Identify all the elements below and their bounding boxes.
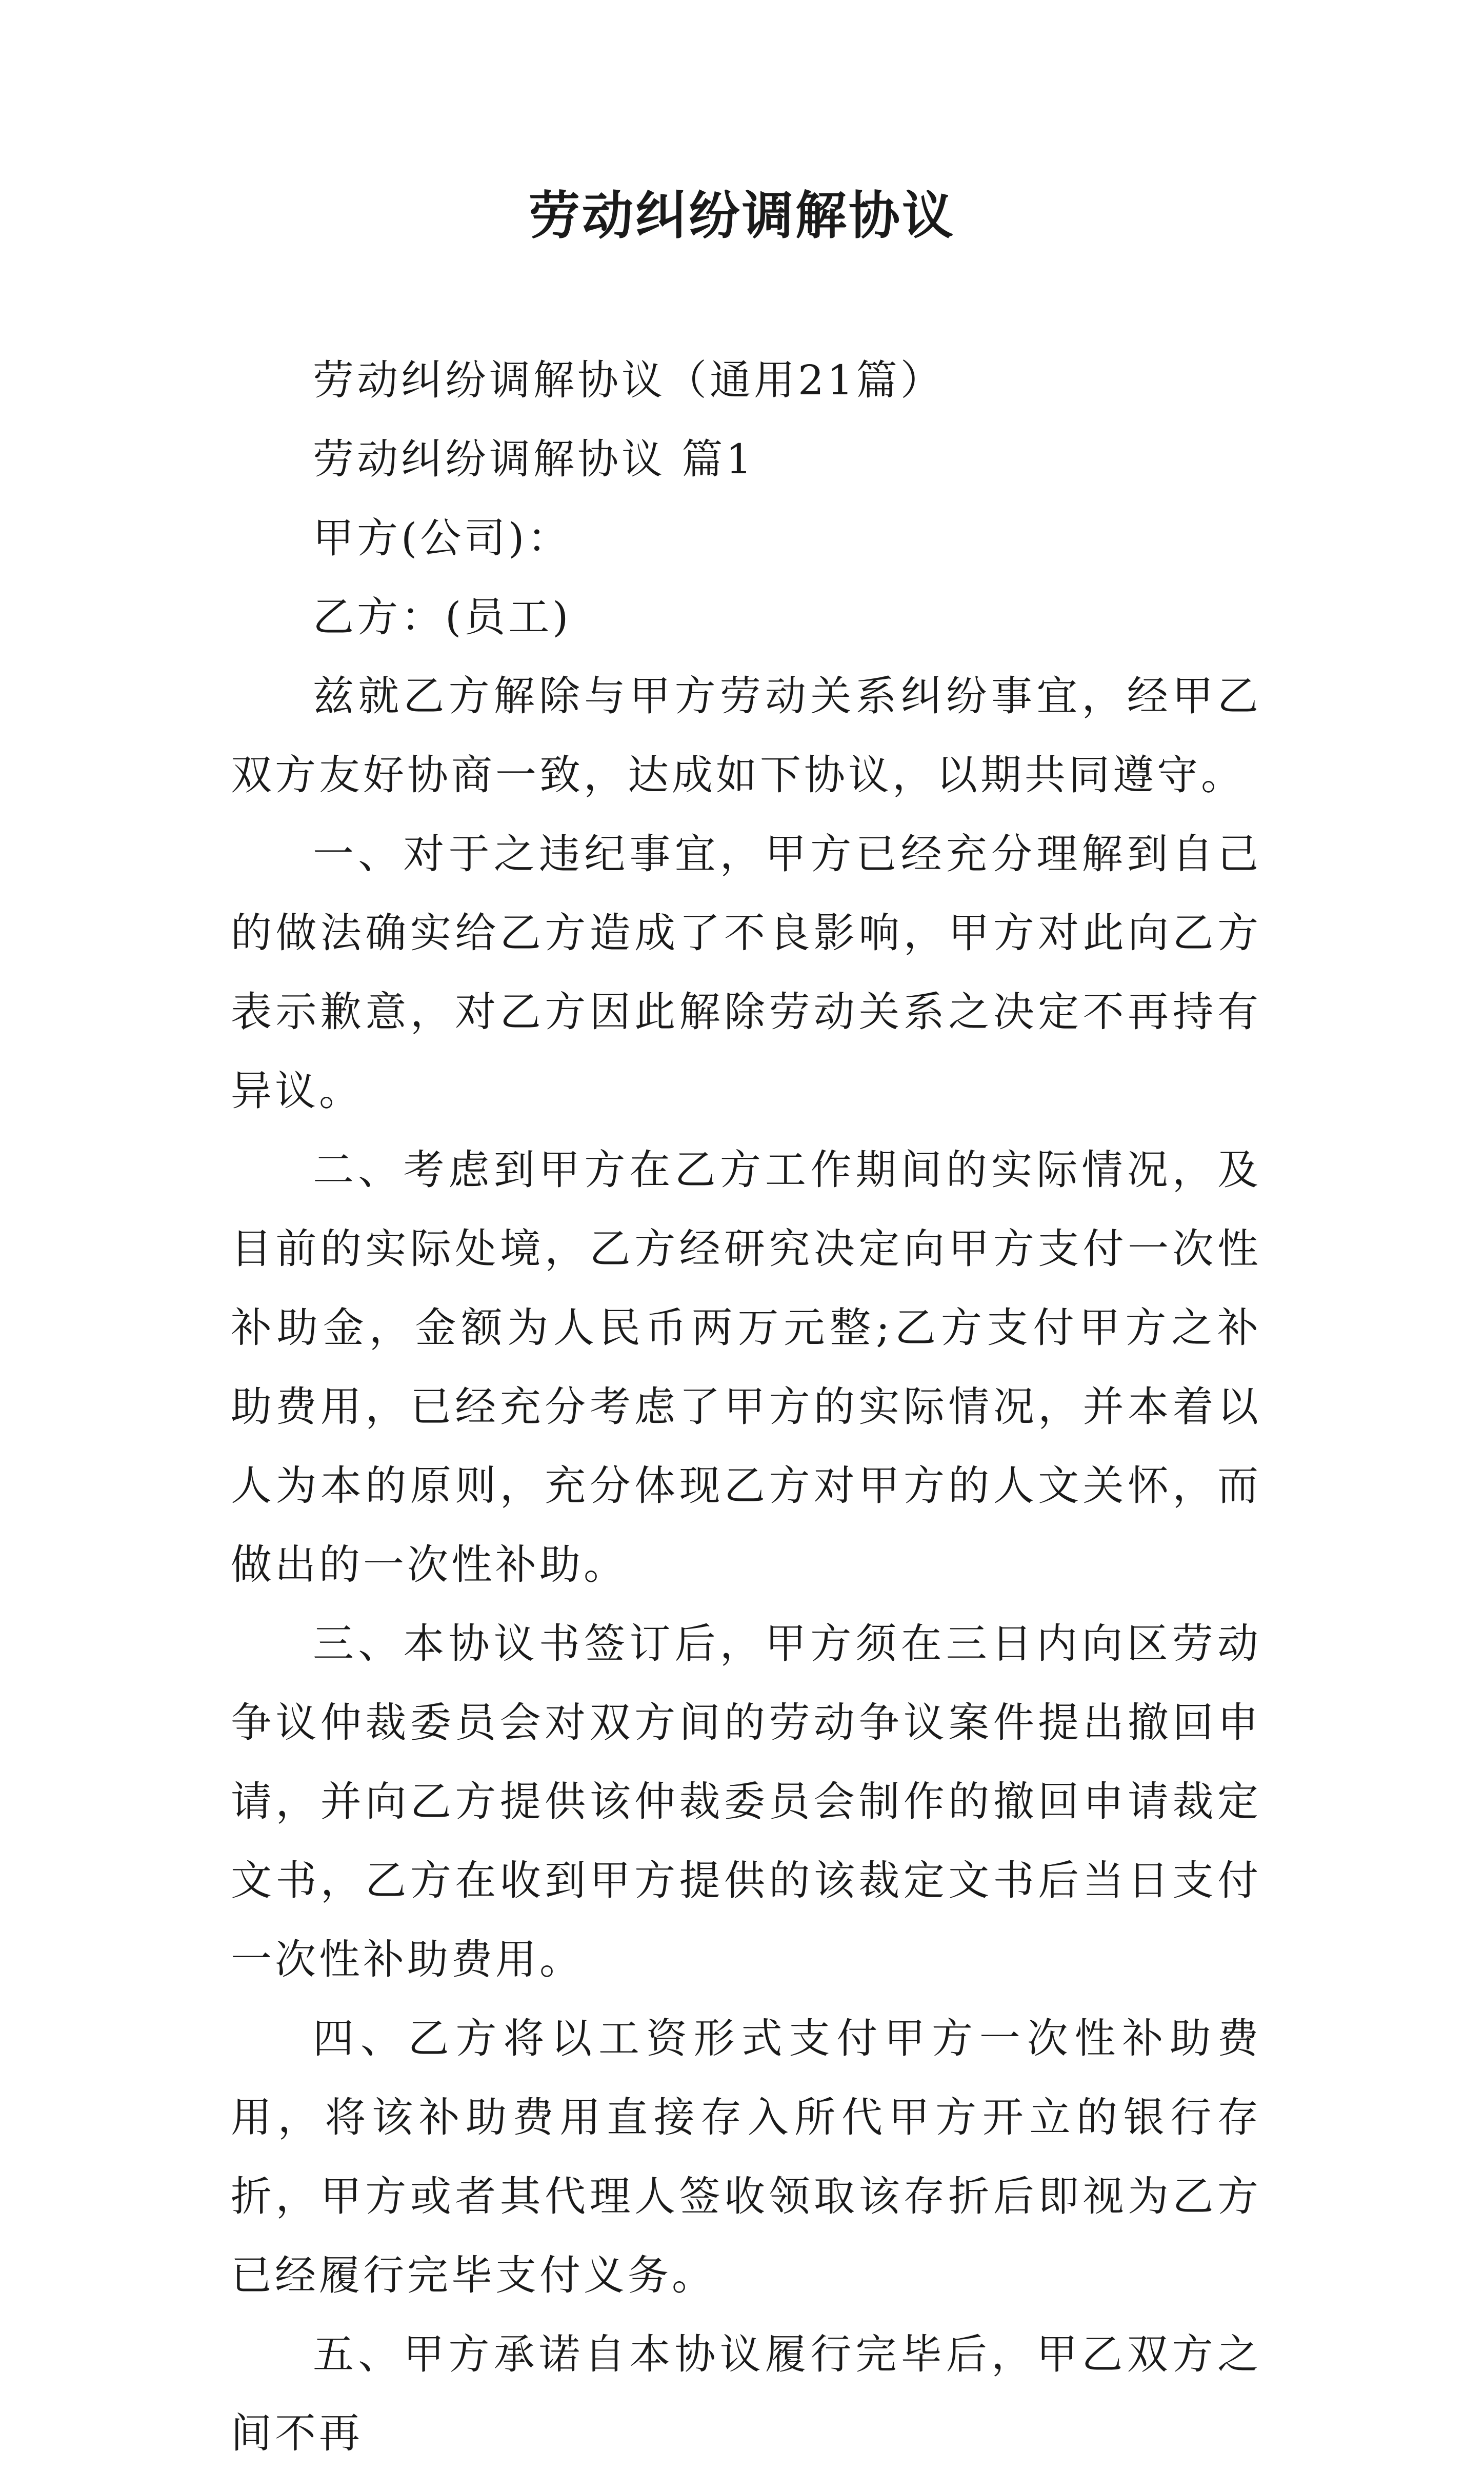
document-title: 劳动纠纷调解协议	[529, 185, 955, 246]
section-heading: 劳动纠纷调解协议 篇1	[313, 435, 755, 483]
clause-4: 四、乙方将以工资形式支付甲方一次性补助费用，将该补助费用直接存入所代甲方开立的银行存折，甲方或者其代理人签收领取该存折后即视为乙方已经履行完毕支付义务。	[231, 2015, 1261, 2299]
clause-3: 三、本协议书签订后，甲方须在三日内向区劳动争议仲裁委员会对双方间的劳动争议案件提出撤回申请，并向乙方提供该仲裁委员会制作的撤回申请裁定文书，乙方在收到甲方提供的该裁定文书后当日支付一次性补助费用。	[231, 1620, 1261, 1983]
clause-1: 一、对于之违纪事宜，甲方已经充分理解到自己的做法确实给乙方造成了不良影响，甲方对此向乙方表示歉意，对乙方因此解除劳动关系之决定不再持有异议。	[231, 830, 1261, 1115]
clause-5: 五、甲方承诺自本协议履行完毕后，甲乙双方之间不再	[231, 2330, 1261, 2457]
clause-2: 二、考虑到甲方在乙方工作期间的实际情况，及目前的实际处境，乙方经研究决定向甲方支付一次性补助金，金额为人民币两万元整;乙方支付甲方之补助费用，已经充分考虑了甲方的实际情况，并本着以人为本的原则，充分体现乙方对甲方的人文关怀，而做出的一次性补助。	[231, 1146, 1261, 1589]
party-a-line: 甲方(公司)：	[313, 514, 572, 562]
party-b-line: 乙方：(员工)	[313, 593, 572, 641]
document-body	[231, 341, 1261, 2473]
document-subtitle: 劳动纠纷调解协议（通用21篇）	[313, 356, 945, 404]
preamble-paragraph: 兹就乙方解除与甲方劳动关系纠纷事宜，经甲乙双方友好协商一致，达成如下协议，以期共同遵守。	[231, 672, 1261, 799]
